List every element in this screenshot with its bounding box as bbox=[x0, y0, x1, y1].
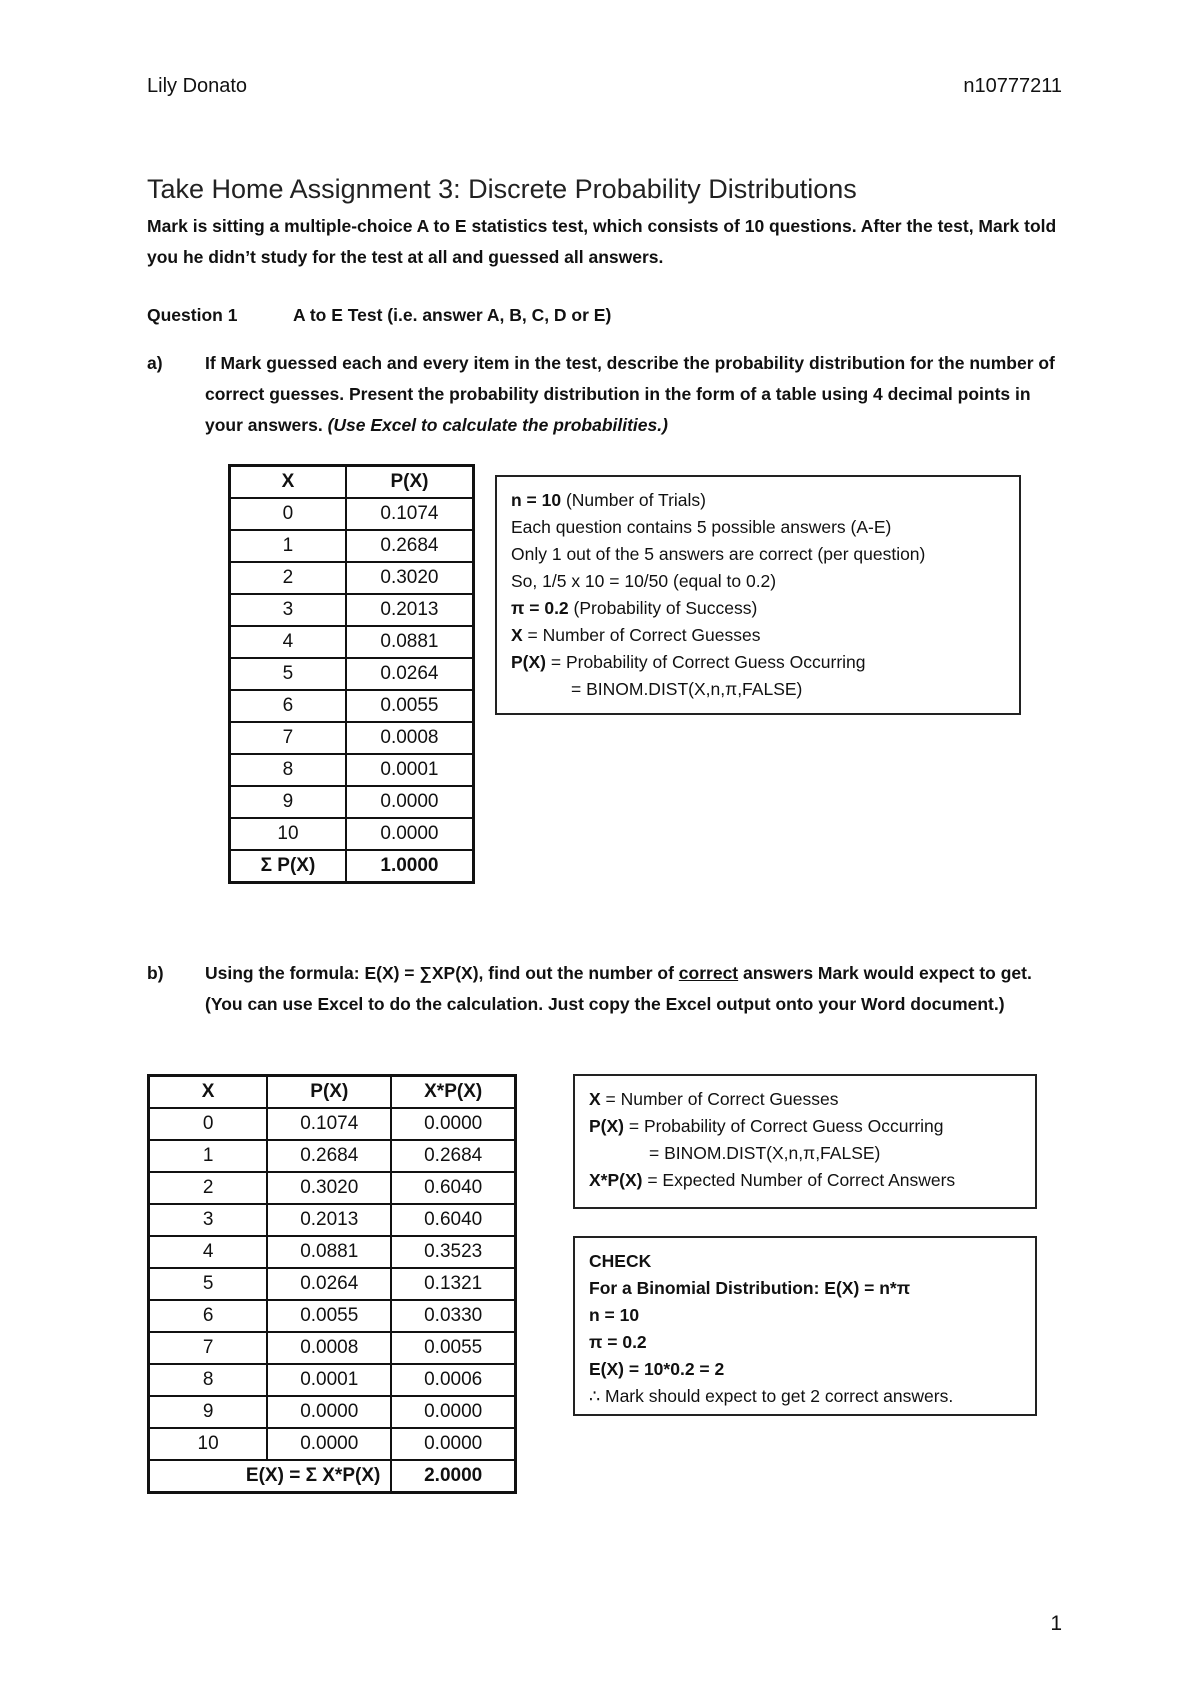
table-b-cell: 5 bbox=[149, 1268, 268, 1300]
table-row bbox=[230, 626, 474, 658]
table-a-cell: 6 bbox=[230, 690, 346, 722]
table-a-total-row bbox=[230, 850, 474, 883]
part-b-letter: b) bbox=[147, 963, 164, 983]
box-b-line-2: P(X) = Probability of Correct Guess Occurring bbox=[589, 1116, 944, 1136]
box-b-line-4: X*P(X) = Expected Number of Correct Answers bbox=[589, 1170, 956, 1190]
table-b-cell: 9 bbox=[149, 1396, 268, 1428]
table-b-header-cell: X bbox=[149, 1076, 268, 1109]
part-a-excel-note: (Use Excel to calculate the probabilities.) bbox=[327, 415, 668, 435]
table-b-total-label: E(X) = Σ X*P(X) bbox=[149, 1460, 392, 1493]
check-line-1: CHECK bbox=[589, 1251, 652, 1271]
probability-table bbox=[228, 464, 475, 884]
part-a-text bbox=[205, 348, 1067, 441]
page-number: 1 bbox=[1050, 1612, 1062, 1635]
table-b-cell: 0.3020 bbox=[267, 1172, 391, 1204]
box-b-line-3: = BINOM.DIST(X,n,π,FALSE) bbox=[649, 1143, 881, 1163]
table-b-cell: 0.1074 bbox=[267, 1108, 391, 1140]
part-a-letter: a) bbox=[147, 353, 163, 373]
table-b-cell: 7 bbox=[149, 1332, 268, 1364]
box-b-line-1: X = Number of Correct Guesses bbox=[589, 1089, 839, 1109]
table-a-cell: 3 bbox=[230, 594, 346, 626]
table-a-header-row bbox=[230, 466, 474, 499]
correct-underlined: correct bbox=[678, 963, 739, 983]
box-a-line-6: X = Number of Correct Guesses bbox=[511, 625, 761, 645]
table-b-cell: 0.0000 bbox=[391, 1396, 515, 1428]
definitions-box bbox=[495, 475, 1021, 715]
student-id: n10777211 bbox=[963, 75, 1062, 97]
table-b-cell: 0.3523 bbox=[391, 1236, 515, 1268]
box-a-line-4: So, 1/5 x 10 = 10/50 (equal to 0.2) bbox=[511, 571, 777, 591]
definitions-box-b bbox=[573, 1074, 1037, 1209]
part-b-text: Using the formula: E(X) = ∑XP(X), find out the number of correct answers Mark would expect to get. (You can use Excel to do the calculation. Just copy the Excel output onto your Word document.) bbox=[205, 963, 1032, 1014]
table-a-cell: 4 bbox=[230, 626, 346, 658]
box-a-line-7: P(X) = Probability of Correct Guess Occurring bbox=[511, 652, 866, 672]
table-row bbox=[149, 1204, 516, 1236]
table-b-cell: 0.2013 bbox=[267, 1204, 391, 1236]
expected-value-table bbox=[147, 1074, 517, 1494]
table-b-cell: 0.0000 bbox=[391, 1108, 515, 1140]
table-row bbox=[230, 818, 474, 850]
table-b-cell: 0.0264 bbox=[267, 1268, 391, 1300]
table-row bbox=[149, 1300, 516, 1332]
table-b-cell: 0.0006 bbox=[391, 1364, 515, 1396]
table-row bbox=[149, 1140, 516, 1172]
table-b-cell: 0.2684 bbox=[267, 1140, 391, 1172]
table-b-cell: 0.0008 bbox=[267, 1332, 391, 1364]
table-a-cell: 0.2684 bbox=[346, 530, 474, 562]
table-b-header-cell: P(X) bbox=[267, 1076, 391, 1109]
table-a-cell: 10 bbox=[230, 818, 346, 850]
table-b-cell: 0.0881 bbox=[267, 1236, 391, 1268]
table-a-cell: 0.0000 bbox=[346, 786, 474, 818]
table-b-cell: 0.0330 bbox=[391, 1300, 515, 1332]
table-row bbox=[149, 1428, 516, 1460]
author-name: Lily Donato bbox=[147, 75, 248, 97]
table-a-header-cell: P(X) bbox=[346, 466, 474, 499]
table-a-cell: 0.3020 bbox=[346, 562, 474, 594]
table-b-cell: 0.0000 bbox=[267, 1396, 391, 1428]
table-a-cell: 0.0001 bbox=[346, 754, 474, 786]
table-row bbox=[230, 754, 474, 786]
table-row bbox=[149, 1172, 516, 1204]
box-a-line-3: Only 1 out of the 5 answers are correct (per question) bbox=[511, 544, 926, 564]
box-a-line-8: = BINOM.DIST(X,n,π,FALSE) bbox=[571, 679, 803, 699]
table-row bbox=[230, 786, 474, 818]
table-a-cell: 5 bbox=[230, 658, 346, 690]
table-b-cell: 0.6040 bbox=[391, 1172, 515, 1204]
table-a-header-cell: X bbox=[230, 466, 346, 499]
part-a-instructions: If Mark guessed each and every item in the test, describe the probability distribution for the number of correct guesses. Present the probability distribution in the form of a table using 4 decimal points in your answers. bbox=[205, 353, 1055, 435]
table-a-total-value: 1.0000 bbox=[346, 850, 474, 883]
check-line-6: ∴ Mark should expect to get 2 correct answers. bbox=[589, 1386, 954, 1406]
table-row bbox=[230, 562, 474, 594]
table-b-cell: 0.1321 bbox=[391, 1268, 515, 1300]
table-b-header-cell: X*P(X) bbox=[391, 1076, 515, 1109]
table-row bbox=[230, 594, 474, 626]
table-row bbox=[149, 1364, 516, 1396]
table-b-cell: 0.0055 bbox=[267, 1300, 391, 1332]
table-b-cell: 2 bbox=[149, 1172, 268, 1204]
check-line-2: For a Binomial Distribution: E(X) = n*π bbox=[589, 1278, 911, 1298]
table-a-cell: 0.2013 bbox=[346, 594, 474, 626]
table-row bbox=[230, 658, 474, 690]
table-b-cell: 0.0000 bbox=[267, 1428, 391, 1460]
table-b-cell: 0.0055 bbox=[391, 1332, 515, 1364]
question-label: Question 1 bbox=[147, 305, 238, 325]
table-a-cell: 8 bbox=[230, 754, 346, 786]
table-a-cell: 9 bbox=[230, 786, 346, 818]
table-b-total-value: 2.0000 bbox=[391, 1460, 515, 1493]
table-b-cell: 4 bbox=[149, 1236, 268, 1268]
table-a-cell: 2 bbox=[230, 562, 346, 594]
table-b-cell: 0.0001 bbox=[267, 1364, 391, 1396]
table-a-cell: 0.0000 bbox=[346, 818, 474, 850]
table-a-cell: 7 bbox=[230, 722, 346, 754]
table-b-total-row bbox=[149, 1460, 516, 1493]
table-row bbox=[149, 1268, 516, 1300]
table-a-cell: 0 bbox=[230, 498, 346, 530]
check-line-4: π = 0.2 bbox=[589, 1332, 647, 1352]
table-a-cell: 0.0055 bbox=[346, 690, 474, 722]
table-row bbox=[230, 722, 474, 754]
table-a-cell: 0.1074 bbox=[346, 498, 474, 530]
table-row bbox=[230, 498, 474, 530]
check-line-5: E(X) = 10*0.2 = 2 bbox=[589, 1359, 725, 1379]
check-box bbox=[573, 1236, 1037, 1416]
table-b-cell: 0.0000 bbox=[391, 1428, 515, 1460]
table-b-cell: 0 bbox=[149, 1108, 268, 1140]
table-b-cell: 10 bbox=[149, 1428, 268, 1460]
check-line-3: n = 10 bbox=[589, 1305, 640, 1325]
box-a-line-1: n = 10 (Number of Trials) bbox=[511, 490, 706, 510]
intro-paragraph: Mark is sitting a multiple-choice A to E statistics test, which consists of 10 questions. After the test, Mark told you he didn’t study for the test at all and guessed all answers. bbox=[147, 216, 1057, 267]
table-row bbox=[230, 530, 474, 562]
table-b-cell: 0.6040 bbox=[391, 1204, 515, 1236]
table-row bbox=[149, 1332, 516, 1364]
table-row bbox=[149, 1236, 516, 1268]
table-b-cell: 1 bbox=[149, 1140, 268, 1172]
question-text: A to E Test (i.e. answer A, B, C, D or E) bbox=[293, 305, 612, 325]
table-a-cell: 0.0264 bbox=[346, 658, 474, 690]
table-a-total-label: Σ P(X) bbox=[230, 850, 346, 883]
table-a-cell: 1 bbox=[230, 530, 346, 562]
table-b-cell: 8 bbox=[149, 1364, 268, 1396]
table-row bbox=[149, 1108, 516, 1140]
table-a-cell: 0.0008 bbox=[346, 722, 474, 754]
table-row bbox=[230, 690, 474, 722]
page-title: Take Home Assignment 3: Discrete Probability Distributions bbox=[147, 174, 857, 204]
box-a-line-5: π = 0.2 (Probability of Success) bbox=[511, 598, 758, 618]
table-b-cell: 6 bbox=[149, 1300, 268, 1332]
table-b-header-row bbox=[149, 1076, 516, 1109]
box-a-line-2: Each question contains 5 possible answers (A-E) bbox=[511, 517, 892, 537]
table-b-cell: 0.2684 bbox=[391, 1140, 515, 1172]
table-row bbox=[149, 1396, 516, 1428]
table-a-cell: 0.0881 bbox=[346, 626, 474, 658]
table-b-cell: 3 bbox=[149, 1204, 268, 1236]
